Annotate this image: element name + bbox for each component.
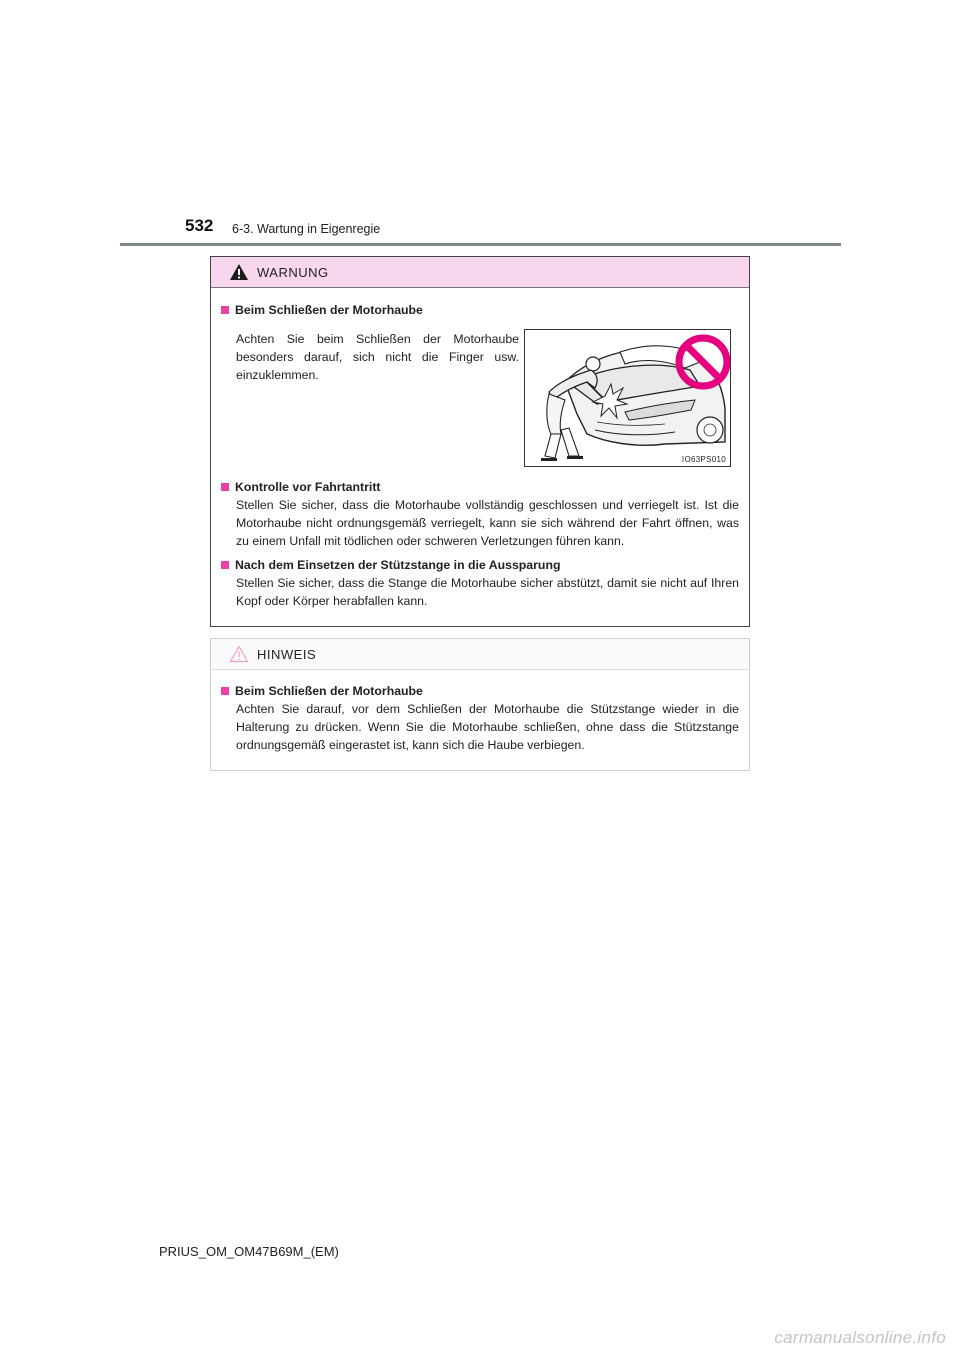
caution-triangle-outline-icon xyxy=(229,645,249,663)
notice-item-heading: Beim Schließen der Motorhaube xyxy=(235,684,423,698)
warning-title: WARNUNG xyxy=(257,264,329,280)
figure-code: IO63PS010 xyxy=(681,455,726,464)
page-number: 532 xyxy=(185,216,214,235)
square-bullet-icon xyxy=(221,687,229,695)
warning-triangle-icon xyxy=(229,263,249,281)
hood-closing-drawing xyxy=(525,330,730,466)
warning-item-body: Stellen Sie sicher, dass die Stange die Motorhaube sicher abstützt, damit sie nicht auf Ihren Kopf oder Körper herabfallen kann. xyxy=(236,576,739,608)
watermark: carmanualsonline.info xyxy=(774,1328,946,1347)
notice-title: HINWEIS xyxy=(257,646,317,662)
square-bullet-icon xyxy=(221,561,229,569)
warning-item xyxy=(221,478,739,550)
notice-item-body: Achten Sie darauf, vor dem Schließen der Motorhaube die Stützstange wieder in die Halterung zu drücken. Wenn Sie die Motorhaube schließen, ohne dass die Stützstange ordnungsgemäß eingerastet ist, kann sich die Haube verbiegen. xyxy=(236,702,739,752)
warning-item-heading: Kontrolle vor Fahrtantritt xyxy=(235,480,381,494)
notice-header xyxy=(211,639,749,670)
header-rule xyxy=(120,243,841,246)
notice-item xyxy=(221,682,739,754)
warning-item-body: Stellen Sie sicher, dass die Motorhaube vollständig geschlossen und verriegelt ist. Ist die Motorhaube nicht ordnungsgemäß verriegelt, kann sie sich während der Fahrt öffnen, was zu einem Unfall mit tödlichen oder schweren Verletzungen führen kann. xyxy=(236,498,739,548)
warning-box xyxy=(210,256,750,627)
warning-item-body: Achten Sie beim Schließen der Motorhaube besonders darauf, sich nicht die Finger usw. einzuklemmen. xyxy=(236,332,519,382)
warning-item-heading: Nach dem Einsetzen der Stützstange in die Aussparung xyxy=(235,558,561,572)
warning-header xyxy=(211,257,749,288)
section-title: 6-3. Wartung in Eigenregie xyxy=(232,222,381,236)
square-bullet-icon xyxy=(221,306,229,314)
warning-item xyxy=(221,556,739,610)
warning-item-heading: Beim Schließen der Motorhaube xyxy=(235,303,423,317)
notice-box xyxy=(210,638,750,771)
hood-closing-illustration xyxy=(524,329,731,467)
footer-doc-id: PRIUS_OM_OM47B69M_(EM) xyxy=(159,1244,339,1259)
square-bullet-icon xyxy=(221,483,229,491)
